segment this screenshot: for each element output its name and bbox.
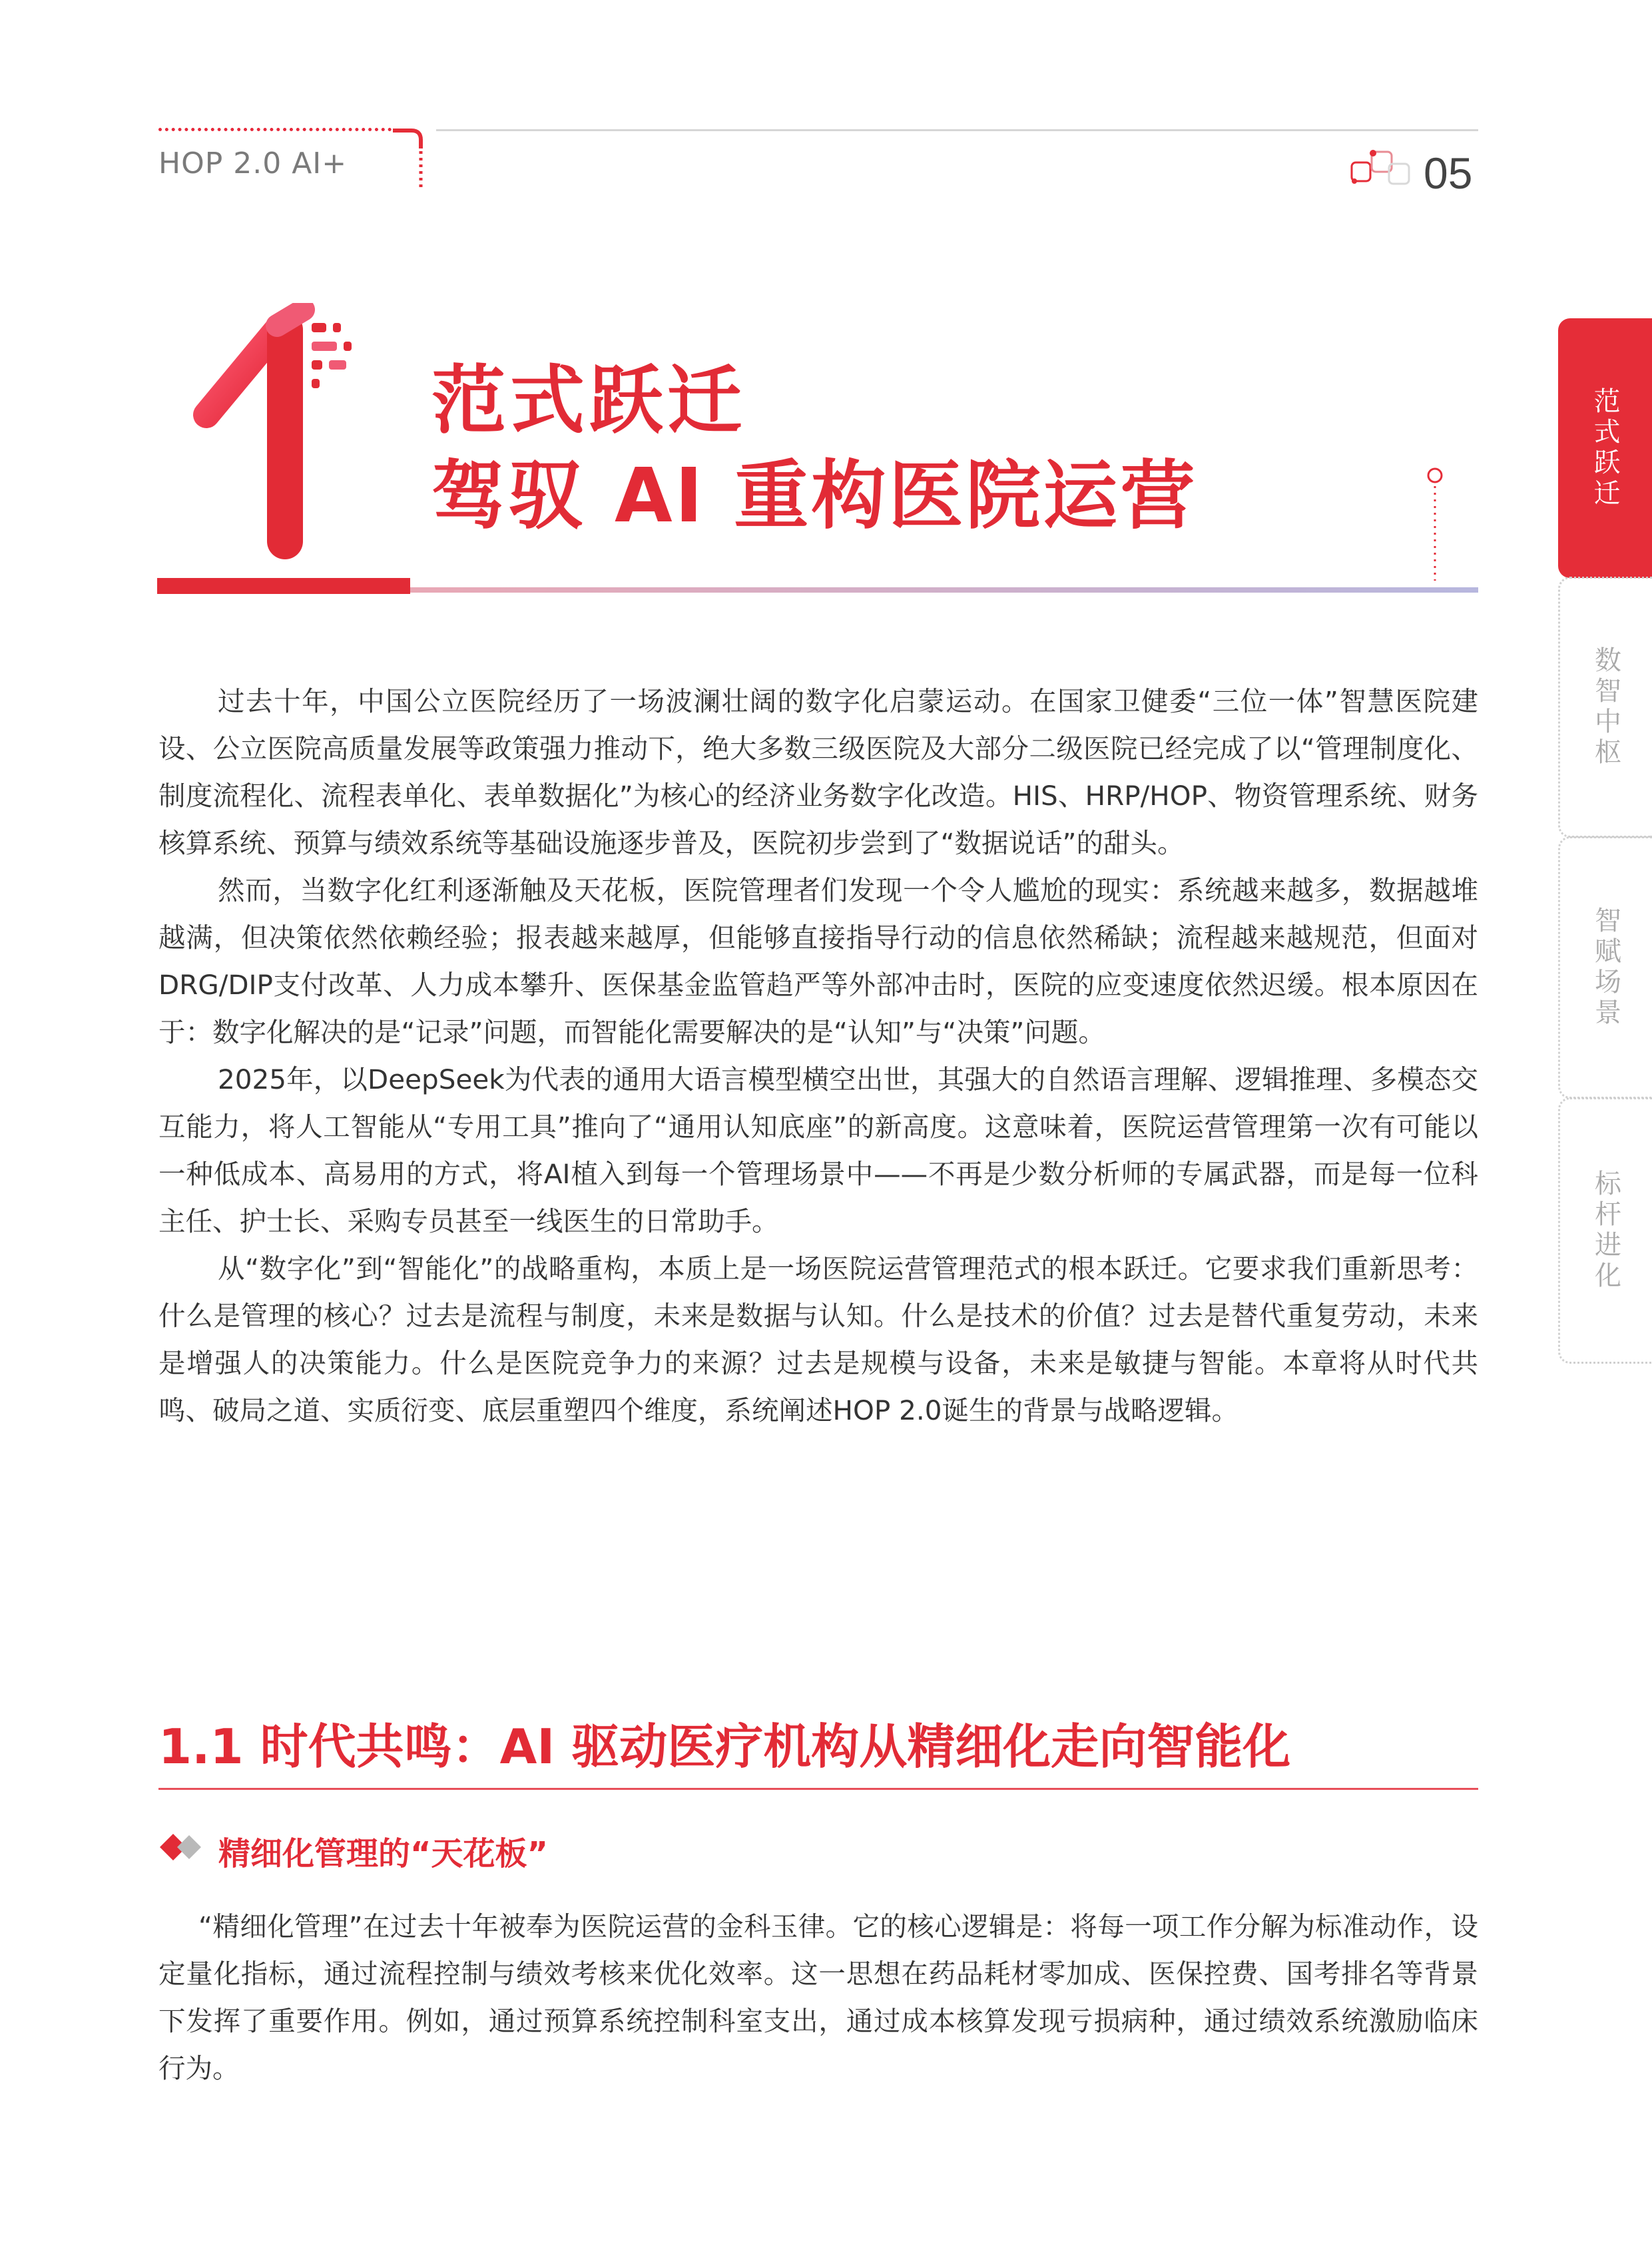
section-paragraph: “精细化管理”在过去十年被奉为医院运营的金科玉律。它的核心逻辑是：将每一项工作分解为标准动作，设定量化指标，通过流程控制与绩效考核来优化效率。这一思想在药品耗材零加成、医保控费、国考排名等背景下发挥了重要作用。例如，通过预算系统控制科室支出，通过成本核算发现亏损病种，通过绩效系统激励临床行为。 [158, 1910, 1478, 2084]
section-rule [158, 1788, 1478, 1790]
chapter-intro [158, 678, 1478, 1434]
linked-squares-logo-icon [1349, 146, 1416, 190]
side-tab-label: 范式跃迁 [1589, 387, 1620, 509]
side-tab-label: 标杆进化 [1590, 1169, 1621, 1292]
section-body [158, 1903, 1478, 2092]
intro-paragraph: 2025年，以DeepSeek为代表的通用大语言模型横空出世，其强大的自然语言理解、逻辑推理、多模态交互能力，将人工智能从“专用工具”推向了“通用认知底座”的新高度。这意味着，医院运营管理第一次有可能以一种低成本、高易用的方式，将AI植入到每一个管理场景中——不再是少数分析师的专属武器，而是每一位科主任、护士长、采购专员甚至一线医生的日常助手。 [158, 1063, 1478, 1237]
stylized-number-1-icon [192, 303, 372, 566]
page-number: 05 [1424, 148, 1473, 198]
dotted-circle-marker-icon [1425, 466, 1445, 583]
side-tab-label: 智赋场景 [1590, 906, 1621, 1029]
side-tab-benchmark-evolution[interactable] [1558, 1097, 1652, 1364]
side-tab-digital-hub[interactable] [1558, 577, 1652, 838]
header-rule [436, 129, 1478, 131]
header-title: HOP 2.0 AI+ [158, 146, 348, 180]
chapter-title-line1: 范式跃迁 [431, 358, 746, 444]
side-tab-smart-scenarios[interactable] [1558, 836, 1652, 1099]
intro-paragraph: 从“数字化”到“智能化”的战略重构，本质上是一场医院运营管理范式的根本跃迁。它要求我们重新思考：什么是管理的核心？过去是流程与制度，未来是数据与认知。什么是技术的价值？过去是替代重复劳动，未来是增强人的决策能力。什么是医院竞争力的来源？过去是规模与设备，未来是敏捷与智能。本章将从时代共鸣、破局之道、实质衍变、底层重塑四个维度，系统阐述HOP 2.0诞生的背景与战略逻辑。 [158, 1253, 1478, 1426]
intro-paragraph: 然而，当数字化红利逐渐触及天花板，医院管理者们发现一个令人尴尬的现实：系统越来越多，数据越堆越满，但决策依然依赖经验；报表越来越厚，但能够直接指导行动的信息依然稀缺；流程越来越规范，但面对DRG/DIP支付改革、人力成本攀升、医保基金监管趋严等外部冲击时，医院的应变速度依然迟缓。根本原因在于：数字化解决的是“记录”问题，而智能化需要解决的是“认知”与“决策”问题。 [158, 874, 1478, 1048]
intro-paragraph: 过去十年，中国公立医院经历了一场波澜壮阔的数字化启蒙运动。在国家卫健委“三位一体”智慧医院建设、公立医院高质量发展等政策强力推动下，绝大多数三级医院及大部分二级医院已经完成了以“管理制度化、制度流程化、流程表单化、表单数据化”为核心的经济业务数字化改造。HIS、HRP/HOP、物资管理系统、财务核算系统、预算与绩效系统等基础设施逐步普及，医院初步尝到了“数据说话”的甜头。 [158, 685, 1478, 859]
subsection-title: 精细化管理的“天花板” [218, 1835, 549, 1872]
header-dotted-line [158, 128, 392, 131]
side-tab-label: 数智中枢 [1590, 646, 1621, 768]
double-diamond-bullet-icon [158, 1832, 205, 1862]
section-title: 1.1 时代共鸣：AI 驱动医疗机构从精细化走向智能化 [158, 1719, 1291, 1775]
chapter-title-bar [157, 578, 1478, 594]
header-bracket-icon [392, 129, 423, 188]
chapter-title-line2: 驾驭 AI 重构医院运营 [431, 453, 1198, 539]
side-tab-paradigm-shift[interactable] [1558, 318, 1652, 578]
